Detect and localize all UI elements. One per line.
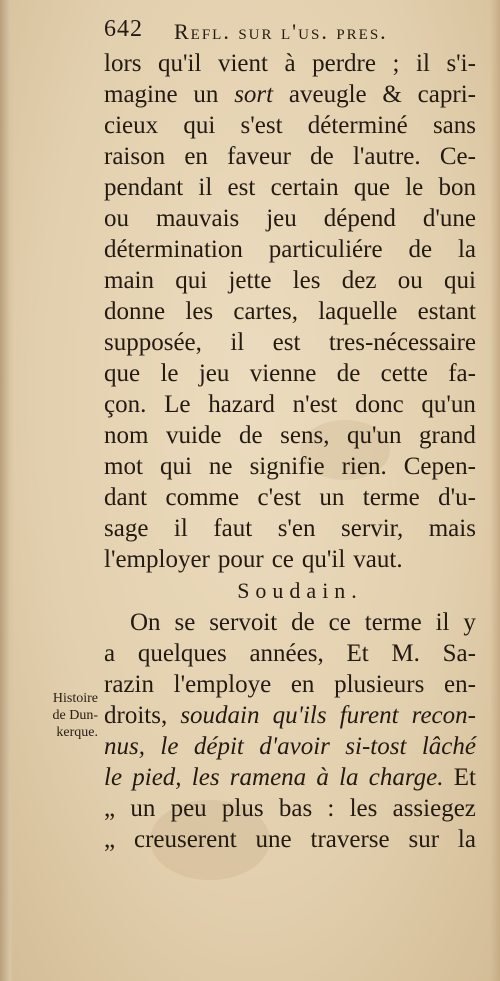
word: tres-nécessaire [328, 329, 476, 356]
word: : [327, 795, 335, 822]
word: supposée, [104, 329, 202, 356]
word: „ [104, 826, 116, 853]
word: l'employe [173, 671, 272, 698]
word: que [104, 360, 141, 387]
word: qu'il [158, 50, 202, 77]
word: laquelle [318, 298, 398, 325]
word: pied, [132, 764, 182, 791]
word: d'avoir [259, 733, 330, 760]
word: cartes, [233, 298, 298, 325]
word: droits, [104, 702, 168, 729]
word: Et [453, 764, 476, 791]
word: donc [355, 391, 404, 418]
word: l'employer [104, 546, 210, 573]
word: le [405, 174, 424, 201]
word: en [184, 143, 208, 170]
margin-note-line: Histoire [52, 691, 98, 706]
word: estant [417, 298, 476, 325]
word: traverse [310, 826, 390, 853]
word: mot [104, 453, 143, 480]
word: servir, [341, 515, 404, 542]
word: furent [339, 702, 399, 729]
word: il [435, 609, 450, 636]
word: sort [234, 81, 274, 108]
word: le [160, 360, 179, 387]
running-title: Refl. sur l'us. pres. [174, 19, 388, 44]
text-line [104, 513, 476, 544]
word: faut [213, 515, 253, 542]
word: grand [419, 422, 476, 449]
word: sens, [280, 422, 330, 449]
word: les [185, 298, 214, 325]
word: un [193, 81, 219, 108]
text-line [104, 358, 476, 389]
word: les [349, 795, 378, 822]
word: Cepen- [403, 453, 476, 480]
word: les [292, 267, 321, 294]
word: d'une [422, 205, 476, 232]
word: lâché [421, 733, 476, 760]
word: ramena [229, 764, 307, 791]
text-line [104, 607, 476, 638]
page-number: 642 [104, 16, 143, 42]
body-text [104, 48, 476, 855]
text-line [104, 172, 476, 203]
word: un [130, 795, 156, 822]
word: vaut. [353, 546, 403, 573]
word: jeu [198, 360, 230, 387]
word: nus, [104, 733, 145, 760]
margin-note-line: kerque. [56, 725, 98, 740]
word: charge. [368, 764, 444, 791]
word: ce [271, 546, 294, 573]
word: cieux [104, 112, 159, 139]
word: assiegez [392, 795, 476, 822]
text-line [104, 793, 476, 824]
text-line [104, 824, 476, 855]
word: comme [165, 484, 240, 511]
word: mauvais [155, 205, 240, 232]
word: creuserent [133, 826, 237, 853]
word: quelques [137, 640, 227, 667]
word: main [104, 267, 154, 294]
word: & [382, 81, 402, 108]
word: se [174, 609, 196, 636]
word: a [104, 640, 116, 667]
word: faveur [227, 143, 291, 170]
word: de [310, 143, 334, 170]
word: que [353, 174, 390, 201]
text-line [104, 638, 476, 669]
text-line [104, 110, 476, 141]
word: il [230, 329, 245, 356]
word: certain [270, 174, 339, 201]
word: qui [175, 267, 208, 294]
word: est [272, 329, 301, 356]
word: il [173, 515, 188, 542]
word: pour [217, 546, 264, 573]
word: déterminé [307, 112, 408, 139]
word: ou [104, 205, 129, 232]
word: vient [217, 50, 268, 77]
word: capri- [417, 81, 476, 108]
word: vuide [165, 422, 222, 449]
word: qu'il [301, 546, 346, 573]
word: razin [104, 671, 154, 698]
word: magine [104, 81, 178, 108]
margin-note-line: de Dun- [52, 708, 98, 723]
text-line [104, 79, 476, 110]
text-line [104, 48, 476, 79]
word: détermination [104, 236, 243, 263]
word: qu'un [346, 422, 402, 449]
word: pendant [104, 174, 184, 201]
word: n'est [292, 391, 338, 418]
word: il [198, 174, 213, 201]
word: peu [170, 795, 207, 822]
word: dépend [323, 205, 396, 232]
text-line [104, 762, 476, 793]
word: çon. [104, 391, 147, 418]
word: à [316, 764, 329, 791]
word: une [255, 826, 292, 853]
text-line [104, 141, 476, 172]
word: dez [341, 267, 377, 294]
text-line [104, 296, 476, 327]
word: hazard [208, 391, 275, 418]
word: soudain [180, 702, 260, 729]
word: années, [249, 640, 324, 667]
word: jette [228, 267, 272, 294]
word: fa- [448, 360, 476, 387]
word: qui [159, 453, 192, 480]
text-line [104, 234, 476, 265]
word: le [104, 764, 123, 791]
word: M. [391, 640, 420, 667]
word: ce [328, 609, 351, 636]
word: si-tost [345, 733, 407, 760]
word: lors [104, 50, 142, 77]
word: mais [428, 515, 476, 542]
page-edge-shadow [490, 0, 500, 981]
word: de [408, 236, 433, 263]
word: jeu [266, 205, 297, 232]
word: à [284, 50, 296, 77]
word: sage [104, 515, 149, 542]
text-line [104, 700, 476, 731]
word: de [291, 609, 315, 636]
word: qui [443, 267, 476, 294]
word: signifie [249, 453, 325, 480]
word: ne [208, 453, 233, 480]
word: le [160, 733, 179, 760]
word: perdre [312, 50, 376, 77]
text-line [104, 451, 476, 482]
word: la [457, 826, 476, 853]
word: les [191, 764, 220, 791]
word: de [336, 360, 361, 387]
text-line [104, 544, 476, 575]
margin-note [14, 690, 98, 741]
word: particuliére [268, 236, 383, 263]
word: servoit [209, 609, 278, 636]
word: dant [104, 484, 148, 511]
word: aveugle [288, 81, 367, 108]
word: d'u- [438, 484, 476, 511]
word: sur [408, 826, 440, 853]
running-header [104, 14, 476, 48]
section-heading: Soudain. [237, 578, 363, 603]
word: terme [362, 484, 420, 511]
page-gutter-shadow [0, 0, 14, 981]
word: est [227, 174, 256, 201]
word: Le [164, 391, 191, 418]
text-line [104, 420, 476, 451]
text-line [104, 327, 476, 358]
word: dépit [193, 733, 244, 760]
word: plusieurs [334, 671, 425, 698]
word: la [457, 236, 476, 263]
word: s'est [240, 112, 283, 139]
word: qui [183, 112, 216, 139]
word: Ce- [439, 143, 476, 170]
word: bas [278, 795, 313, 822]
word: s'i- [446, 50, 476, 77]
text-line [104, 265, 476, 296]
word: sans [432, 112, 476, 139]
word: en [290, 671, 315, 698]
word: Et [346, 640, 369, 667]
word: ; [392, 50, 400, 77]
word: de [239, 422, 263, 449]
word: plus [221, 795, 264, 822]
word: cette [380, 360, 428, 387]
word: qu'ils [272, 702, 327, 729]
word: On [130, 609, 161, 636]
word: terme [364, 609, 422, 636]
word: l'autre. [352, 143, 421, 170]
word: un [319, 484, 345, 511]
word: qu'un [421, 391, 476, 418]
text-line [104, 731, 476, 762]
word: donne [104, 298, 166, 325]
word: „ [104, 795, 116, 822]
word: raison [104, 143, 166, 170]
word: rien. [341, 453, 387, 480]
word: vienne [249, 360, 317, 387]
text-line [104, 669, 476, 700]
text-line [104, 482, 476, 513]
word: s'en [277, 515, 316, 542]
word: c'est [257, 484, 301, 511]
text-line [104, 203, 476, 234]
word: recon- [411, 702, 476, 729]
word: la [339, 764, 359, 791]
word: bon [438, 174, 476, 201]
word: nom [104, 422, 149, 449]
word: en- [444, 671, 476, 698]
text-line [104, 389, 476, 420]
word: il [416, 50, 430, 77]
word: ou [397, 267, 423, 294]
word: y [463, 609, 476, 636]
word: Sa- [442, 640, 476, 667]
